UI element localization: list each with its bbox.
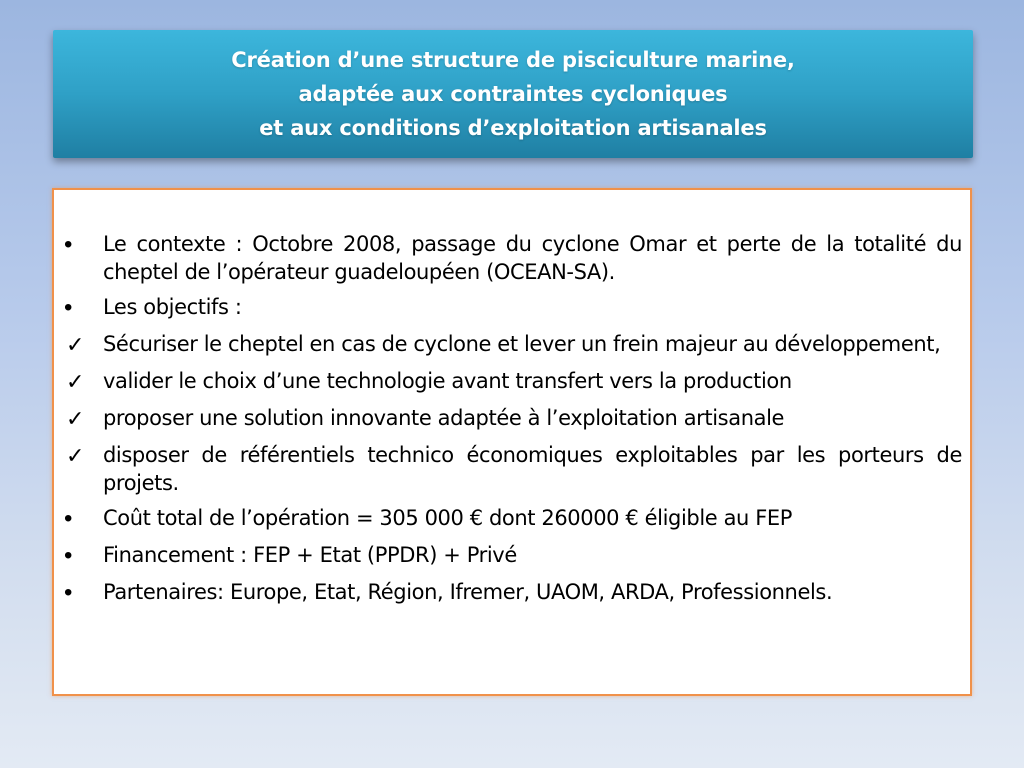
title-line-3: et aux conditions d’exploitation artisanales (259, 116, 767, 140)
bullet-item-funding (64, 541, 962, 571)
title-line-2: adaptée aux contraintes cycloniques (298, 82, 728, 106)
bullet-item-context (64, 230, 962, 286)
checkmark-icon: ✓ (66, 443, 85, 468)
check-text: valider le choix d’une technologie avant transfert vers la production (103, 369, 792, 393)
check-text: proposer une solution innovante adaptée à l’exploitation artisanale (103, 406, 785, 430)
checkmark-icon: ✓ (66, 369, 85, 394)
checkmark-icon: ✓ (66, 406, 85, 431)
check-item-propose (64, 404, 962, 434)
title-line-1: Création d’une structure de pisciculture marine, (231, 48, 795, 72)
check-text: Sécuriser le cheptel en cas de cyclone et lever un frein majeur au développement, (103, 332, 941, 356)
bullet-text: Le contexte : Octobre 2008, passage du cyclone Omar et perte de la totalité du cheptel de l’opérateur guadeloupéen (OCEAN-SA). (103, 232, 962, 284)
bullet-text: Partenaires: Europe, Etat, Région, Ifremer, UAOM, ARDA, Professionnels. (103, 580, 833, 604)
check-item-references (64, 441, 962, 497)
bullet-dot-icon: • (64, 294, 73, 321)
content-box (52, 188, 972, 696)
bullet-dot-icon: • (64, 505, 73, 532)
bullet-item-cost (64, 504, 962, 534)
bullet-dot-icon: • (64, 231, 73, 258)
check-item-secure (64, 330, 962, 360)
bullet-item-objectives (64, 293, 962, 323)
bullet-dot-icon: • (64, 542, 73, 569)
check-text: disposer de référentiels technico économiques exploitables par les porteurs de projets. (103, 443, 962, 495)
check-item-validate (64, 367, 962, 397)
bullet-text: Coût total de l’opération = 305 000 € dont 260000 € éligible au FEP (103, 506, 793, 530)
bullet-text: Financement : FEP + Etat (PPDR) + Privé (103, 543, 517, 567)
bullet-item-partners (64, 578, 962, 608)
title-banner (53, 30, 973, 158)
checkmark-icon: ✓ (66, 332, 85, 357)
bullet-dot-icon: • (64, 579, 73, 606)
bullet-text: Les objectifs : (103, 295, 242, 319)
